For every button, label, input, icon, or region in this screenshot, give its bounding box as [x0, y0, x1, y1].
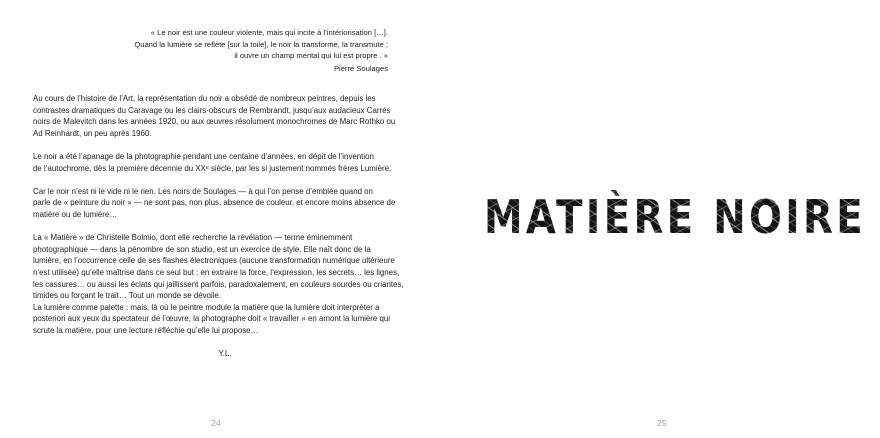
- text-line: Ad Reinhardt, un peu après 1960.: [33, 128, 152, 138]
- title-texture: MATIÈRE NOIRE: [484, 190, 866, 244]
- epigraph-author: Pierre Soulages: [333, 63, 388, 73]
- page-number: 24: [211, 418, 222, 428]
- paragraph: [23, 151, 392, 174]
- text-line: les cassures… ou aussi les éclats qui jaillissent parfois, paradoxalement, en couleurs sourdes ou criantes,: [33, 279, 404, 289]
- text-line: matière ou de lumière…: [33, 209, 118, 219]
- text-line: scrute la matière, pour une lecture réfléchie qu’elle lui propose…: [33, 325, 259, 335]
- text-line: Au cours de l’histoire de l’Art, la représentation du noir a obsédé de nombreux peintres, depuis les: [33, 94, 376, 103]
- title-text: MATIÈRE NOIRE: [484, 190, 866, 244]
- epigraph-line: il ouvre un champ mental qui lui est propre . »: [234, 51, 388, 61]
- text-line: de l’autochrome, dès la première décennie du XXᵉ siècle, par les si justement nommés frères Lumière.: [33, 163, 392, 173]
- epigraph: [120, 27, 388, 74]
- text-line: La « Matière » de Christelle Bolmio, dont elle recherche la révélation — terme éminemment: [33, 233, 353, 243]
- text-line: parle de « peinture du noir » — ne sont pas, non plus, absence de couleur, et encore moins absence de: [33, 198, 396, 208]
- text-line: n’est utilisée) qu’elle maîtrise dans ce seul but : en extraire la force, l’expression, les secrets… les lignes,: [33, 267, 400, 277]
- paragraph: [23, 302, 391, 337]
- text-line: posteriori aux yeux du spectateur de l’œuvre, la photographe doit « travailler » en amont la lumière qui: [33, 314, 391, 324]
- paragraph: [23, 93, 396, 139]
- text-line: noirs de Malevitch dans les années 1920, ou aux œuvres résolument monochromes de Marc Rothko ou: [33, 117, 396, 127]
- text-line: La lumière comme palette : mais, là où le peintre module la matière que la lumière doit interpréter a: [33, 302, 380, 312]
- paragraph: [23, 186, 396, 221]
- text-line: photographique — dans la pénombre de son studio, est un exercice de style. Elle naît donc de la: [33, 244, 371, 254]
- signature: Y.L.: [218, 349, 232, 359]
- title-texture: MATIÈRE NOIRE: [484, 190, 866, 244]
- essay-body: [23, 93, 404, 360]
- paragraph: [23, 232, 404, 302]
- text-line: timides ou forçant le trait… Tout un monde se dévoile.: [33, 291, 222, 301]
- right-page: [440, 0, 880, 438]
- text-line: lumière, en l’occurrence celle de ses flashes électroniques (aucune transformation numérique ultérieure: [33, 256, 395, 266]
- page-number: 25: [657, 418, 668, 428]
- epigraph-line: Quand la lumière se reflète [sur la toile], le noir la transforme, la transmute ;: [134, 39, 388, 49]
- text-line: Car le noir n’est ni le vide ni le rien. Les noirs de Soulages — à qui l’on pense d’emblée quand on: [33, 186, 373, 196]
- title-heading: [480, 181, 870, 253]
- text-line: Le noir a été l’apanage de la photographie pendant une centaine d’années, en dépit de l’invention: [33, 151, 374, 161]
- epigraph-line: « Le noir est une couleur violente, mais qui incite à l’intériorisation […].: [150, 28, 388, 37]
- text-line: contrastes dramatiques du Caravage ou les clairs-obscurs de Rembrandt, jusqu’aux audacieux Carrés: [33, 105, 391, 115]
